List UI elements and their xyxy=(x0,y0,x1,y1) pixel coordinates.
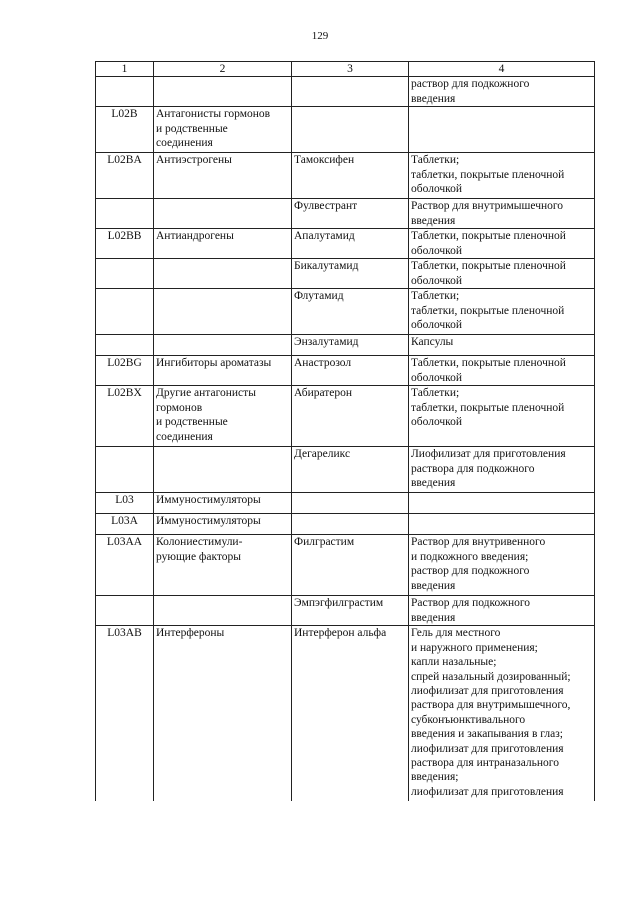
table-row xyxy=(96,356,595,386)
column-header-1: 1 xyxy=(96,62,154,77)
dosage-form-cell: Лиофилизат для приготовления раствора для подкожного введения xyxy=(409,447,595,493)
atc-code-cell: L03AB xyxy=(96,626,154,802)
table-row xyxy=(96,107,595,153)
drug-name-cell: Интерферон альфа xyxy=(292,626,409,802)
group-name-cell: Ингибиторы ароматазы xyxy=(154,356,292,386)
drug-name-cell: Абиратерон xyxy=(292,386,409,447)
dosage-form-cell: Таблетки; таблетки, покрытые пленочной оболочкой xyxy=(409,153,595,199)
medication-table xyxy=(95,61,595,801)
dosage-form-cell: Таблетки, покрытые пленочной оболочкой xyxy=(409,259,595,289)
atc-code-cell xyxy=(96,199,154,229)
dosage-form-cell xyxy=(409,493,595,514)
drug-name-cell: Апалутамид xyxy=(292,229,409,259)
column-header-2: 2 xyxy=(154,62,292,77)
atc-code-cell xyxy=(96,77,154,107)
dosage-form-cell: Раствор для внутримышечного введения xyxy=(409,199,595,229)
table-row xyxy=(96,335,595,356)
drug-name-cell: Филграстим xyxy=(292,535,409,596)
drug-name-cell: Фулвестрант xyxy=(292,199,409,229)
group-name-cell: Другие антагонисты гормонов и родственные соединения xyxy=(154,386,292,447)
dosage-form-cell: Таблетки; таблетки, покрытые пленочной оболочкой xyxy=(409,289,595,335)
table-row xyxy=(96,535,595,596)
table-header-row xyxy=(96,62,595,77)
dosage-form-cell xyxy=(409,514,595,535)
drug-name-cell: Анастрозол xyxy=(292,356,409,386)
group-name-cell xyxy=(154,289,292,335)
group-name-cell: Иммуностимуляторы xyxy=(154,514,292,535)
atc-code-cell: L03AA xyxy=(96,535,154,596)
table-row xyxy=(96,386,595,447)
drug-name-cell: Энзалутамид xyxy=(292,335,409,356)
dosage-form-cell: Раствор для внутривенного и подкожного введения; раствор для подкожного введения xyxy=(409,535,595,596)
group-name-cell: Антиэстрогены xyxy=(154,153,292,199)
dosage-form-cell: Капсулы xyxy=(409,335,595,356)
table-row xyxy=(96,199,595,229)
drug-name-cell: Эмпэгфилграстим xyxy=(292,596,409,626)
group-name-cell xyxy=(154,596,292,626)
atc-code-cell: L02BX xyxy=(96,386,154,447)
atc-code-cell: L03A xyxy=(96,514,154,535)
group-name-cell: Интерфероны xyxy=(154,626,292,802)
table-row xyxy=(96,153,595,199)
group-name-cell xyxy=(154,259,292,289)
group-name-cell: Колониестимули- рующие факторы xyxy=(154,535,292,596)
atc-code-cell: L03 xyxy=(96,493,154,514)
drug-name-cell xyxy=(292,493,409,514)
atc-code-cell: L02BB xyxy=(96,229,154,259)
atc-code-cell xyxy=(96,289,154,335)
group-name-cell xyxy=(154,77,292,107)
atc-code-cell: L02BG xyxy=(96,356,154,386)
table-row xyxy=(96,596,595,626)
atc-code-cell: L02B xyxy=(96,107,154,153)
dosage-form-cell: Таблетки; таблетки, покрытые пленочной оболочкой xyxy=(409,386,595,447)
table-row xyxy=(96,514,595,535)
group-name-cell: Антагонисты гормонов и родственные соединения xyxy=(154,107,292,153)
table-row xyxy=(96,626,595,802)
dosage-form-cell xyxy=(409,107,595,153)
table-row xyxy=(96,447,595,493)
table-row xyxy=(96,229,595,259)
drug-name-cell xyxy=(292,77,409,107)
drug-name-cell xyxy=(292,514,409,535)
table-row xyxy=(96,289,595,335)
group-name-cell: Иммуностимуляторы xyxy=(154,493,292,514)
drug-name-cell: Тамоксифен xyxy=(292,153,409,199)
group-name-cell xyxy=(154,447,292,493)
drug-name-cell: Бикалутамид xyxy=(292,259,409,289)
atc-code-cell xyxy=(96,335,154,356)
table-row xyxy=(96,493,595,514)
group-name-cell xyxy=(154,199,292,229)
drug-name-cell xyxy=(292,107,409,153)
dosage-form-cell: Таблетки, покрытые пленочной оболочкой xyxy=(409,356,595,386)
column-header-3: 3 xyxy=(292,62,409,77)
drug-name-cell: Дегареликс xyxy=(292,447,409,493)
atc-code-cell xyxy=(96,259,154,289)
table-row xyxy=(96,77,595,107)
drug-name-cell: Флутамид xyxy=(292,289,409,335)
atc-code-cell xyxy=(96,447,154,493)
dosage-form-cell: раствор для подкожного введения xyxy=(409,77,595,107)
page-number: 129 xyxy=(311,30,329,42)
atc-code-cell: L02BA xyxy=(96,153,154,199)
dosage-form-cell: Гель для местного и наружного применения; капли назальные; спрей назальный дозированный; лиофилизат для приготовления раствора для внутримышечного, субконъюнктивального введения и закапывания в глаз; лиофилизат для приготовления раствора для интраназального введения; лиофилизат для приготовления xyxy=(409,626,595,802)
table-row xyxy=(96,259,595,289)
dosage-form-cell: Таблетки, покрытые пленочной оболочкой xyxy=(409,229,595,259)
group-name-cell xyxy=(154,335,292,356)
group-name-cell: Антиандрогены xyxy=(154,229,292,259)
column-header-4: 4 xyxy=(409,62,595,77)
atc-code-cell xyxy=(96,596,154,626)
dosage-form-cell: Раствор для подкожного введения xyxy=(409,596,595,626)
